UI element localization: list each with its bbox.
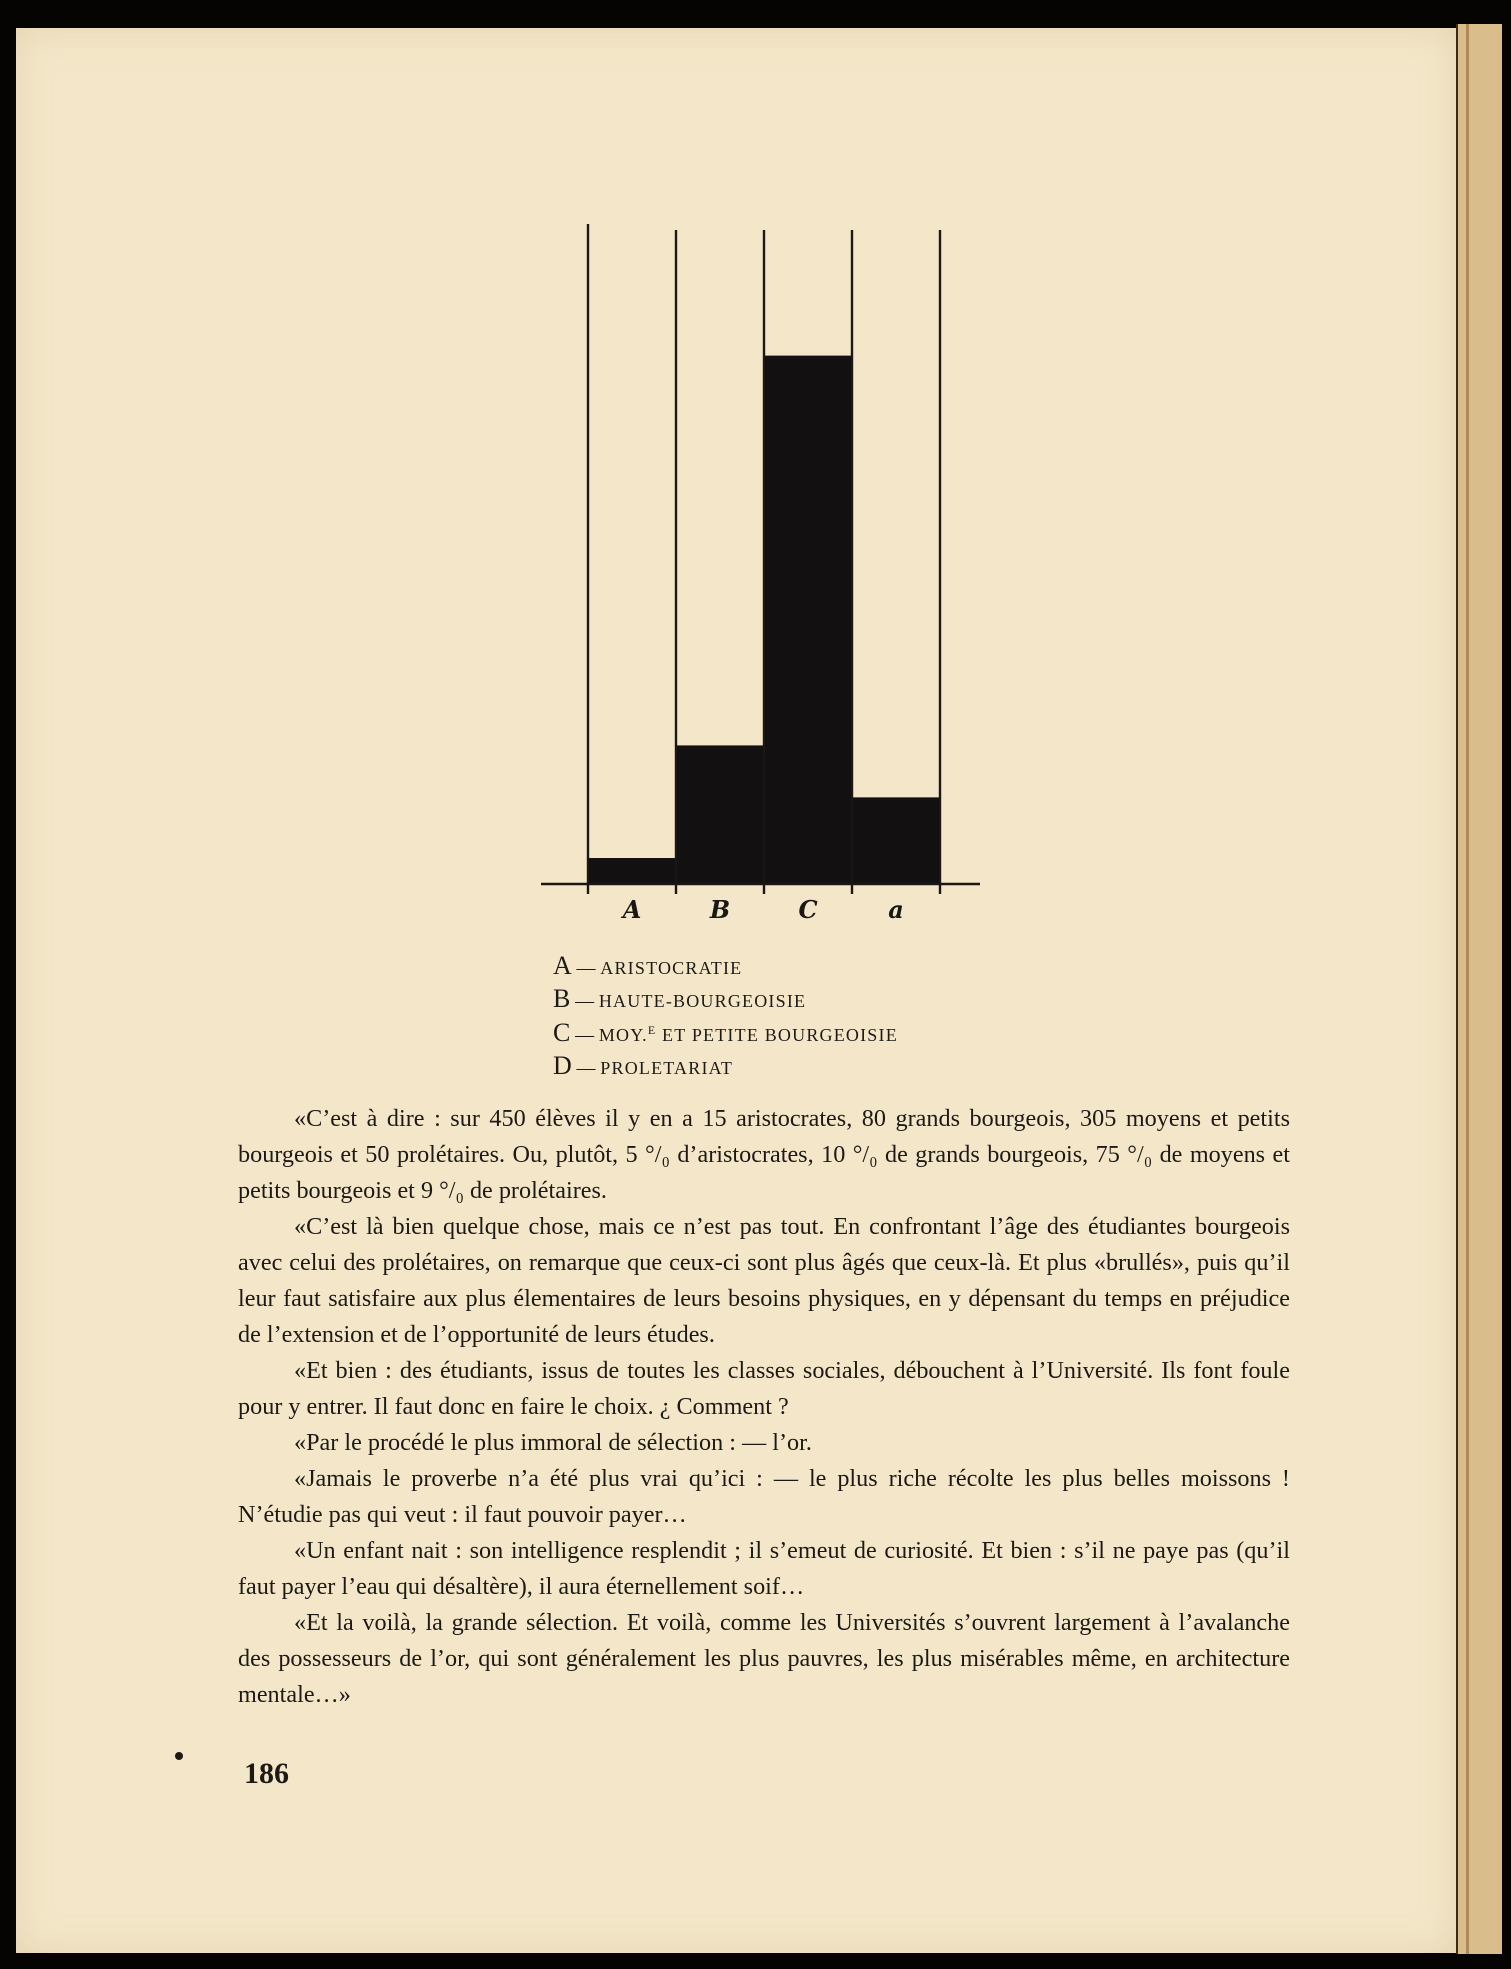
legend-dash: — — [576, 958, 596, 979]
paragraph: «C’est à dire : sur 450 élèves il y en a 15 aristocrates, 80 grands bourgeois, 305 moyens et petits bourgeois et 50 prolétaires. Ou, plutôt, 5 °/₀ d’aristocrates, 10 °/₀ de grands bourgeois, 75 °/₀ de moyens et petits bourgeois et 9 °/₀ de prolétaires. — [238, 1105, 1290, 1204]
legend-label: PROLETARIAT — [600, 1057, 734, 1078]
legend-dash: — — [576, 1057, 596, 1079]
paragraph: «Par le procédé le plus immoral de sélection : — l’or. — [294, 1429, 812, 1456]
legend-label — [599, 1025, 898, 1045]
legend-label: ARISTOCRATIE — [600, 958, 743, 978]
legend-item-a — [553, 951, 898, 984]
legend-key: B — [553, 983, 571, 1013]
tick-label-d: a — [888, 895, 904, 924]
tick-label-c: C — [798, 895, 818, 924]
legend-item-b — [553, 984, 898, 1017]
legend-superscript: E — [647, 1023, 657, 1037]
paragraph: «C’est là bien quelque chose, mais ce n’est pas tout. En confrontant l’âge des étudiantes bourgeois avec celui des prolétaires, on remarque que ceux-ci sont plus âgés que ceux-là. Et plus «brullés», puis qu’il leur faut satisfaire aux plus élementaires de leurs besoins physiques, en y dépensant du temps en préjudice de l’extension et de l’opportunité de leurs études. — [238, 1213, 1290, 1348]
tick-label-a: A — [622, 895, 642, 924]
paragraph: «Jamais le proverbe n’a été plus vrai qu’ici : — le plus riche récolte les plus belles moissons ! N’étudie pas qui veut : il faut pouvoir payer… — [238, 1465, 1290, 1528]
legend-item-d — [553, 1051, 898, 1084]
legend-key: A — [553, 951, 572, 980]
legend-dash: — — [575, 1025, 595, 1046]
legend-item-c — [553, 1016, 898, 1051]
legend-key: D — [553, 1050, 572, 1080]
ink-dot — [175, 1752, 183, 1760]
bar-b — [676, 745, 764, 884]
body-text — [238, 1101, 1290, 1713]
legend-label: HAUTE-BOURGEOISIE — [598, 990, 807, 1011]
legend-dash: — — [575, 990, 595, 1012]
legend-label-part: MOY. — [598, 1025, 648, 1045]
bar-a — [588, 858, 676, 884]
chart-legend — [553, 951, 898, 1083]
paragraph: «Et bien : des étudiants, issus de toutes les classes sociales, débouchent à l’Université. Ils font foule pour y entrer. Il faut donc en faire le choix. ¿ Comment ? — [238, 1357, 1290, 1420]
category-labels-layer — [621, 895, 904, 924]
bar-d — [852, 797, 940, 884]
tick-label-b: B — [709, 895, 731, 924]
legend-label-part: ET PETITE BOURGEOISIE — [656, 1025, 898, 1045]
bar-c — [764, 356, 852, 884]
page-number: 186 — [244, 1757, 289, 1790]
paragraph: «Et la voilà, la grande sélection. Et voilà, comme les Universités s’ouvrent largement à l’avalanche des possesseurs de l’or, qui sont généralement les plus pauvres, les plus misérables même, en architecture mentale…» — [238, 1609, 1290, 1708]
paragraph: «Un enfant nait : son intelligence resplendit ; il s’emeut de curiosité. Et bien : s’il ne paye pas (qu’il faut payer l’eau qui désaltère), il aura éternellement soif… — [238, 1537, 1290, 1600]
legend-key: C — [553, 1018, 571, 1047]
